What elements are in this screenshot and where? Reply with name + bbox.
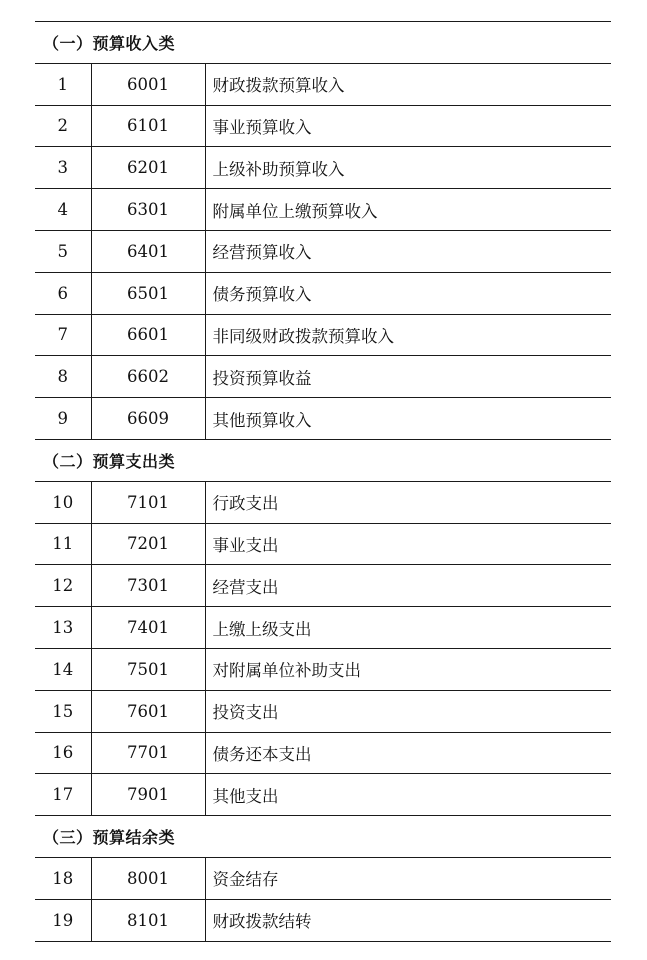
section-header-row (35, 22, 611, 64)
account-code: 8001 (91, 857, 205, 899)
account-name: 投资预算收益 (205, 356, 611, 398)
table-row (35, 230, 611, 272)
account-name: 非同级财政拨款预算收入 (205, 314, 611, 356)
account-code: 6301 (91, 189, 205, 231)
row-number: 5 (35, 230, 91, 272)
table-row (35, 690, 611, 732)
account-code: 6609 (91, 398, 205, 440)
account-name: 事业支出 (205, 523, 611, 565)
table-row (35, 147, 611, 189)
table-row (35, 648, 611, 690)
account-name: 其他预算收入 (205, 398, 611, 440)
row-number: 4 (35, 189, 91, 231)
account-name: 债务还本支出 (205, 732, 611, 774)
account-name: 财政拨款预算收入 (205, 63, 611, 105)
table-row (35, 398, 611, 440)
account-name: 事业预算收入 (205, 105, 611, 147)
account-code: 7101 (91, 481, 205, 523)
section-title: （三）预算结余类 (35, 816, 611, 858)
table-row (35, 314, 611, 356)
table-row (35, 356, 611, 398)
table-row (35, 481, 611, 523)
table-row (35, 63, 611, 105)
account-name: 经营预算收入 (205, 230, 611, 272)
table-row (35, 857, 611, 899)
row-number: 14 (35, 648, 91, 690)
table-row (35, 565, 611, 607)
budget-account-table (35, 21, 611, 942)
account-name: 投资支出 (205, 690, 611, 732)
row-number: 2 (35, 105, 91, 147)
account-code: 7201 (91, 523, 205, 565)
account-code: 7901 (91, 774, 205, 816)
account-code: 8101 (91, 899, 205, 941)
account-name: 对附属单位补助支出 (205, 648, 611, 690)
account-name: 上级补助预算收入 (205, 147, 611, 189)
row-number: 13 (35, 607, 91, 649)
table-row (35, 774, 611, 816)
row-number: 8 (35, 356, 91, 398)
account-code: 6101 (91, 105, 205, 147)
account-name: 经营支出 (205, 565, 611, 607)
row-number: 17 (35, 774, 91, 816)
account-code: 7501 (91, 648, 205, 690)
account-name: 其他支出 (205, 774, 611, 816)
account-name: 行政支出 (205, 481, 611, 523)
account-code: 7401 (91, 607, 205, 649)
account-code: 7301 (91, 565, 205, 607)
row-number: 6 (35, 272, 91, 314)
row-number: 11 (35, 523, 91, 565)
section-title: （一）预算收入类 (35, 22, 611, 64)
table-row (35, 523, 611, 565)
row-number: 18 (35, 857, 91, 899)
row-number: 9 (35, 398, 91, 440)
account-name: 附属单位上缴预算收入 (205, 189, 611, 231)
row-number: 7 (35, 314, 91, 356)
table-row (35, 189, 611, 231)
table-row (35, 607, 611, 649)
table-row (35, 105, 611, 147)
account-code: 6201 (91, 147, 205, 189)
account-code: 7601 (91, 690, 205, 732)
account-code: 6401 (91, 230, 205, 272)
account-name: 上缴上级支出 (205, 607, 611, 649)
row-number: 12 (35, 565, 91, 607)
row-number: 1 (35, 63, 91, 105)
row-number: 3 (35, 147, 91, 189)
section-header-row (35, 439, 611, 481)
table-row (35, 272, 611, 314)
table-row (35, 732, 611, 774)
account-code-table-container (35, 21, 611, 942)
row-number: 10 (35, 481, 91, 523)
account-code: 6001 (91, 63, 205, 105)
account-code: 7701 (91, 732, 205, 774)
table-row (35, 899, 611, 941)
table-body (35, 22, 611, 942)
account-name: 财政拨款结转 (205, 899, 611, 941)
section-header-row (35, 816, 611, 858)
row-number: 19 (35, 899, 91, 941)
account-code: 6601 (91, 314, 205, 356)
account-name: 资金结存 (205, 857, 611, 899)
account-code: 6501 (91, 272, 205, 314)
account-code: 6602 (91, 356, 205, 398)
account-name: 债务预算收入 (205, 272, 611, 314)
section-title: （二）预算支出类 (35, 439, 611, 481)
row-number: 15 (35, 690, 91, 732)
row-number: 16 (35, 732, 91, 774)
